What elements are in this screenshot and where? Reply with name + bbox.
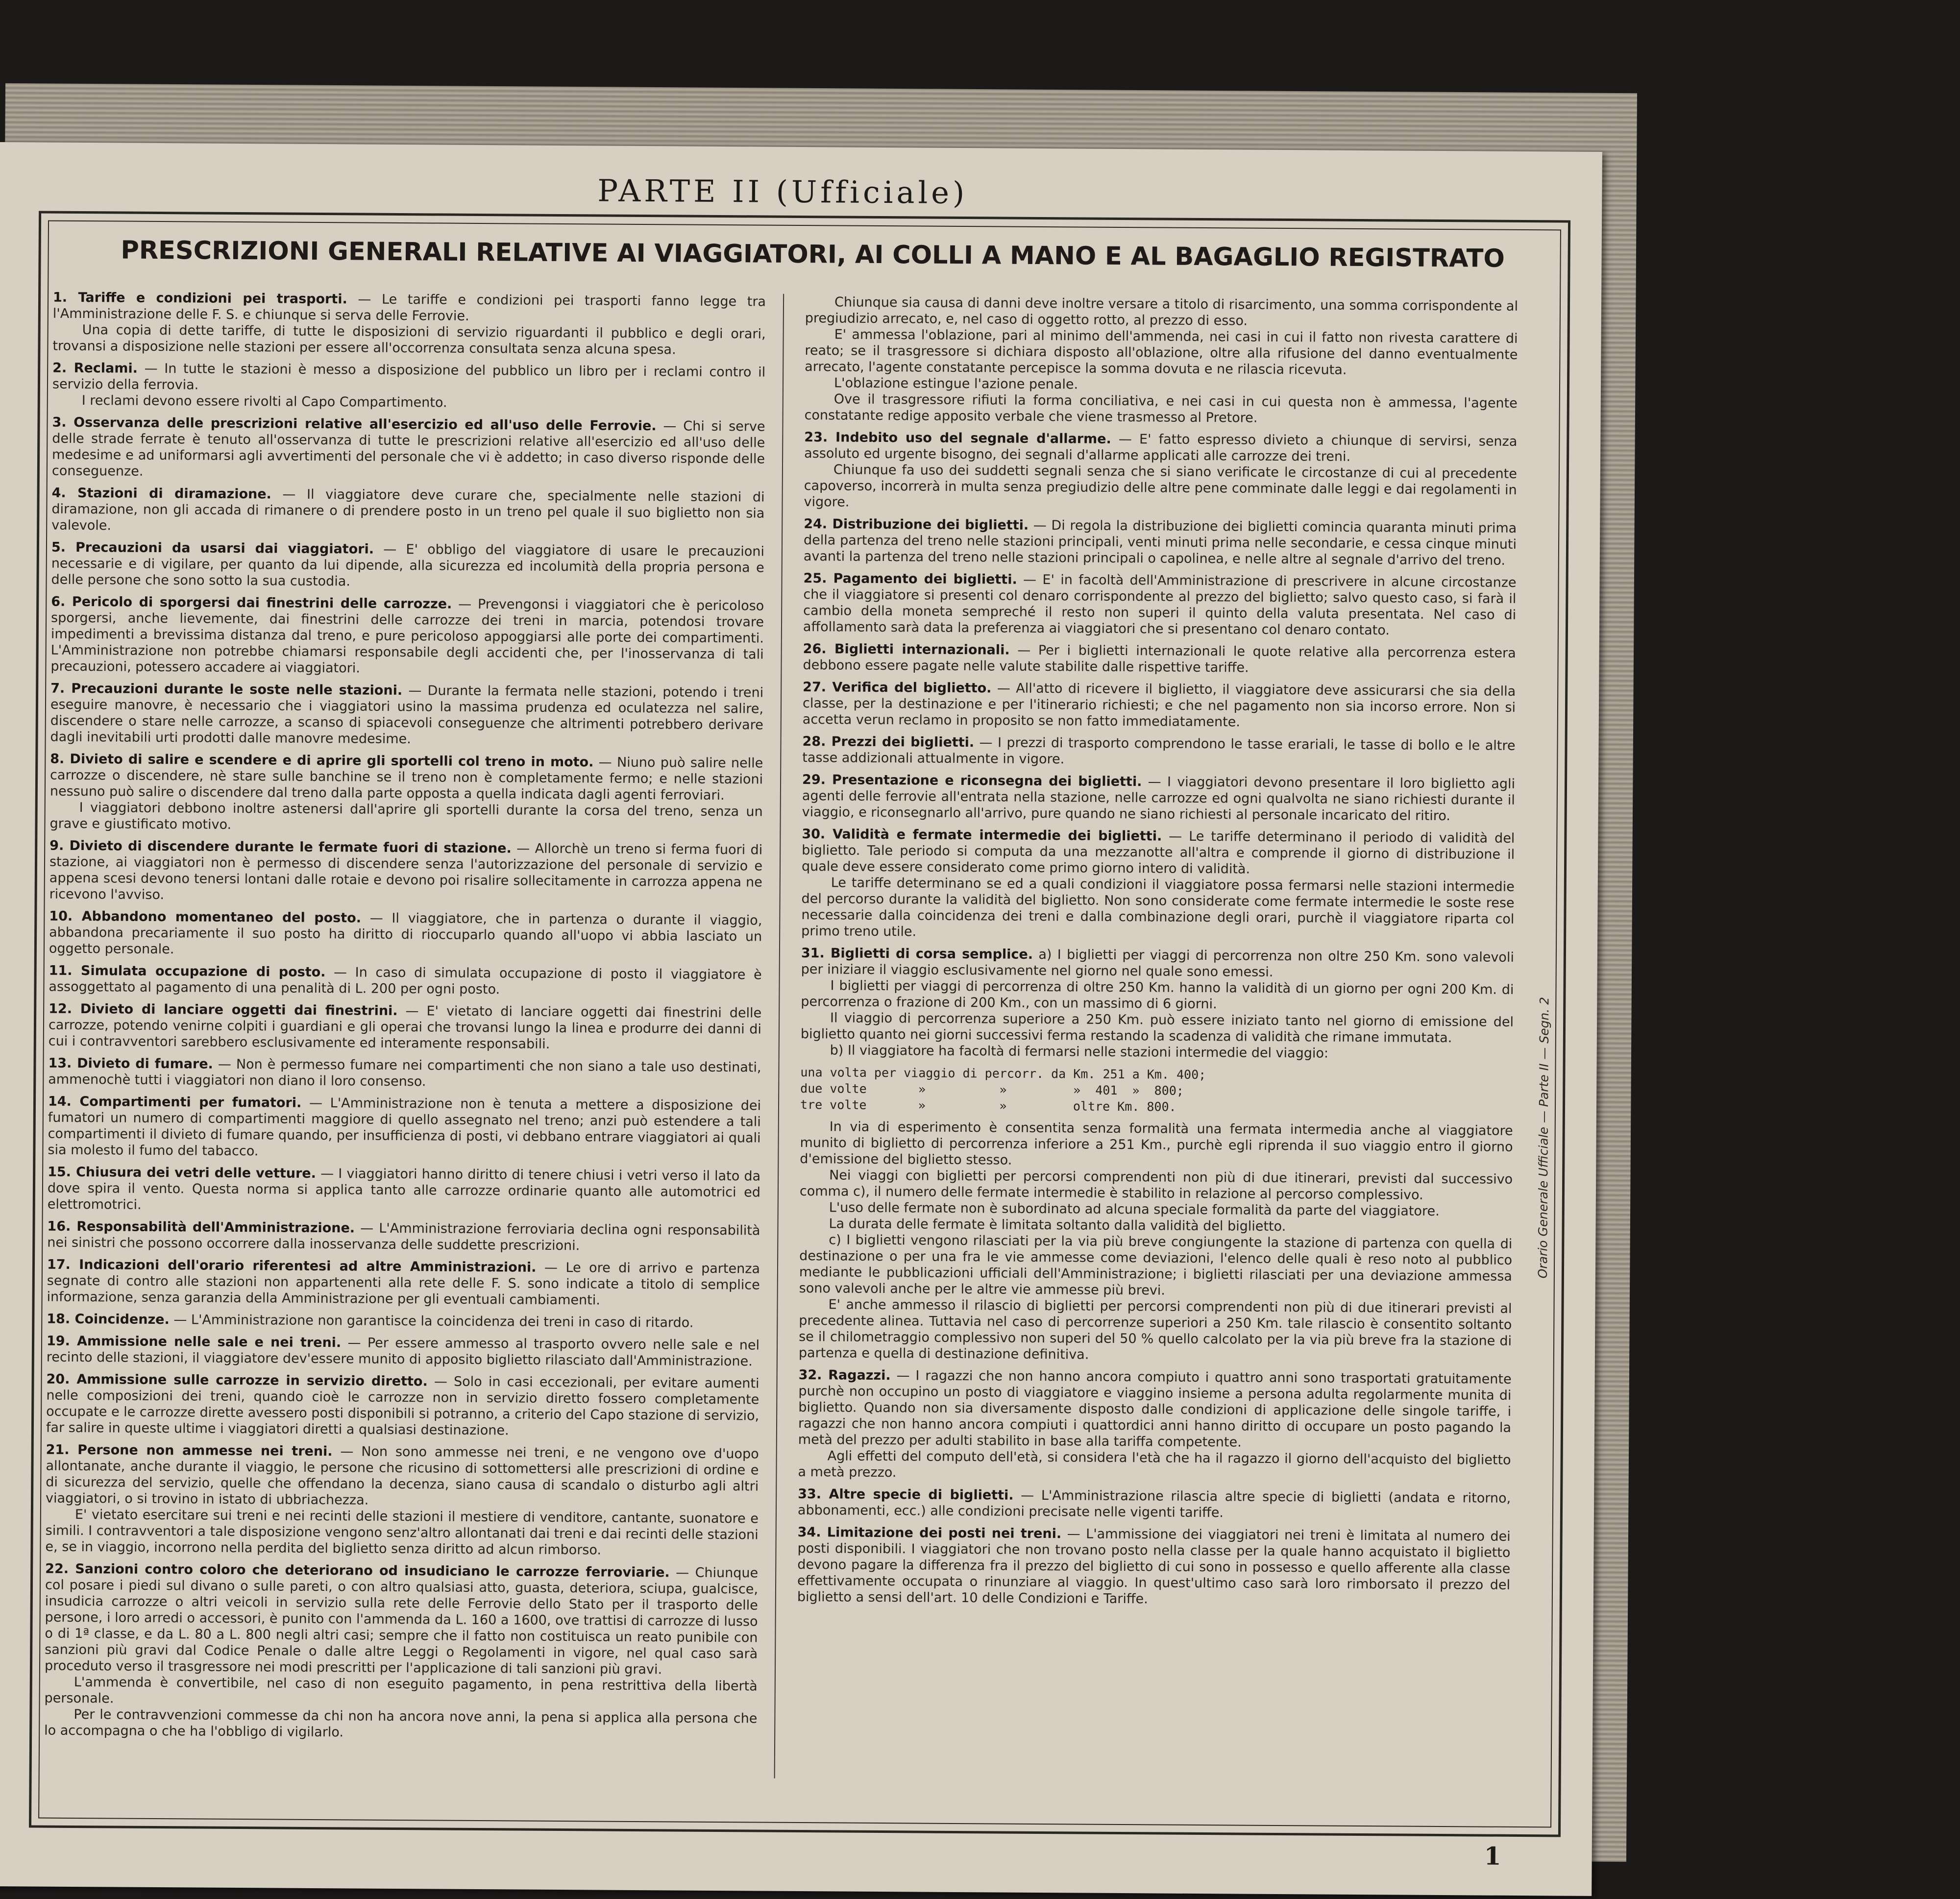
article-paragraph: — Allorchè un treno si ferma fuori di stazione, ai viaggiatori non è permesso di discendere senza l'autorizzazione del personale di servizio e appena scesi devono tenersi lontani dalle rotaie e devono poi risalire sollecitamente in carrozza appena ne ricevono l'avviso. [49,841,763,903]
article-paragraph: — Chiunque col posare i piedi sul divano o sulle pareti, o con altro qualsiasi atto, guasta, deteriora, sciupa, gualcisce, insudicia carrozze o altri veicoli in servizio sulla rete delle Ferrovie dello Stato per il trasporto delle persone, i loro arredi o accessori, è punito con l'ammenda da L. 160 a 1600, ove trattisi di carrozze di lusso o di 1ª classe, e da L. 80 a L. 800 negli altri casi; sempre che il fatto non costituisca un reato punibile con sanzioni più gravi dal Codice Penale o dalle altre Leggi o Regolamenti in vigore, nel qual caso sarà proceduto verso il trasgressore nei modi prescritti per l'applicazione di tali sanzioni più gravi. [44,1565,759,1678]
article-paragraph: — Prevengonsi i viaggiatori che è pericoloso sporgersi, anche lievemente, dai finestrini delle carrozze dei treni in marcia, potendosi trovare impedimenti a brevissima distanza dal treno, e pure pericoloso appoggiarsi alle porte dei compartimenti. L'Amministrazione non potrebbe chiamarsi responsabile degli accidenti che, per l'inosservanza di tali precauzioni, potessero accadere ai viaggiatori. [50,596,764,676]
article-paragraph: L'ammenda è convertibile, nel caso di non eseguito pagamento, in pena restrittiva della libertà personale. [44,1674,758,1706]
stop-allowance-table: una volta per viaggio di percorr. da Km. 251 a Km. 400; due volte » » » 401 » 800; tre volte » » oltre Km. 800. [800,1065,1206,1114]
article-paragraph: — Le ore di arrivo e partenza segnate di contro alle stazioni non appartenenti alla rete delle F. S. sono indicate a titolo di semplice informazione, senza garanzia della Amministrazione per gli eventuali cambiamenti. [47,1260,760,1308]
article [52,290,766,359]
article-title: 23. Indebito uso del segnale d'allarme. [804,430,1111,447]
right-column [796,294,1519,1793]
article-title: 17. Indicazioni dell'orario riferentesi ad altre Amministrazioni. [47,1257,537,1275]
article-paragraph: — Solo in casi eccezionali, per evitare aumenti nelle composizioni dei treni, quando cioè le carrozze non in servizio diretto fossero completamente occupate e le carrozze dirette avessero posti disponibili si potranno, a criterio del Capo stazione di servizio, far salire in queste ultime i viaggiatori diretti a qualsiasi destinazione. [46,1374,760,1438]
part-title: PARTE II (Ufficiale) [597,172,968,211]
article-paragraph: — Per essere ammesso al trasporto ovvero nelle sale e nel recinto delle stazioni, il viaggiatore dev'essere munito di apposito biglietto rilasciato dall'Amministrazione. [46,1335,760,1369]
article [46,1371,760,1440]
article-title: 7. Precauzioni durante le soste nelle stazioni. [50,681,403,699]
article-title: 20. Ammissione sulle carrozze in servizio diretto. [46,1371,428,1389]
article [49,838,763,907]
article [798,1367,1511,1485]
article-paragraph: Il viaggio di percorrenza superiore a 250 Km. può essere iniziato tanto nel giorno di emissione del biglietto quanto nei giorni successivi ferma restando la scadenza di validità che rimane immutata. [800,1010,1514,1046]
article-title: 1. Tariffe e condizioni pei trasporti. [52,290,347,307]
article-paragraph: — Le tariffe e condizioni pei trasporti fanno legge tra l'Amministrazione delle F. S. e chiunque si serva delle Ferrovie. [52,292,766,324]
article [48,1055,761,1092]
article-title: 14. Compartimenti per fumatori. [48,1094,302,1111]
article-title: 12. Divieto di lanciare oggetti dai finestrini. [49,1001,398,1019]
article [801,826,1515,944]
article-paragraph: — Il viaggiatore deve curare che, specialmente nelle stazioni di diramazione, non gli accada di rimanere o di prendere posto in un treno pel quale il suo biglietto non sia valevole. [51,487,765,534]
article-paragraph: I viaggiatori debbono inoltre astenersi dall'aprire gli sportelli durante la corsa del treno, senza un grave e giustificato motivo. [49,800,763,832]
article-paragraph: — Il viaggiatore, che in partenza o durante il viaggio, abbandona precariamente il suo posto ha diritto di rioccuparlo quando all'uopo vi abbia lasciato un oggetto personale. [49,910,762,957]
article-paragraph: — Di regola la distribuzione dei biglietti comincia quaranta minuti prima della partenza del treno nelle stazioni principali, venti minuti prima nelle secondarie, e cessa cinque minuti avanti la partenza del treno nelle stazioni principali o capolinea, e nelle altre al segnale d'arrivo del treno. [803,517,1517,568]
left-column [44,290,766,1788]
article-title: 15. Chiusura dei vetri delle vetture. [48,1164,317,1181]
article-title: 33. Altre specie di biglietti. [798,1486,1014,1503]
article-title: 8. Divieto di salire e scendere e di aprire gli sportelli col treno in moto. [50,751,594,770]
article-title: 34. Limitazione dei posti nei treni. [797,1524,1062,1542]
article-title: 2. Reclami. [52,360,138,376]
article-title: 18. Coincidenze. [47,1311,170,1328]
article-paragraph: Chiunque sia causa di danni deve inoltre versare a titolo di risarcimento, una somma corrispondente al pregiudizio arrecato, e, nel caso di oggetto rotto, al prezzo di esso. [805,294,1519,329]
article-paragraph: Una copia di dette tariffe, di tutte le disposizioni di servizio riguardanti il pubblico e degli orari, trovansi a disposizione nelle stazioni per essere all'occorrenza consultata senza alcuna spesa. [52,322,766,358]
article-title: 29. Presentazione e riconsegna dei biglietti. [802,772,1142,790]
article-title: 21. Persone non ammesse nei treni. [46,1442,333,1460]
article [48,1164,761,1217]
article-paragraph: E' ammessa l'oblazione, pari al minimo dell'ammenda, nei casi in cui il fatto non rivesta carattere di reato; se il trasgressore si dichiara disposto all'oblazione, oltre alla rifusione del danno eventualmente arrecato, l'agente constatante percepisce la somma dovuta e ne rilascia ricevuta. [805,327,1518,378]
article-title: 31. Biglietti di corsa semplice. [801,946,1033,962]
article [799,1119,1513,1365]
page-number: 1 [1484,1841,1501,1871]
article [798,1486,1511,1523]
article [52,360,766,413]
side-note: Orario Generale Ufficiale — Parte II — Segn. 2 [1535,997,1552,1279]
article [804,516,1517,569]
article-title: 32. Ragazzi. [798,1367,891,1384]
article-paragraph: E' anche ammesso il rilascio di biglietti per percorsi comprendenti non più di due itinerari previsti al precedente alinea. Tuttavia nel caso di percorrenze superiori a 250 Km. tale rilascio è consentito soltanto se il chilometraggio complessivo non superi del 50 % quello calcolato per la via più breve fra la stazione di partenza e quella di destinazione definitiva. [798,1297,1512,1363]
article-paragraph: a) I biglietti per viaggi di percorrenza non oltre 250 Km. sono valevoli per iniziare il viaggio esclusivamente nel giorno nel quale sono emessi. [801,947,1514,980]
article [45,1442,759,1559]
article-title: 25. Pagamento dei biglietti. [803,571,1017,587]
article-paragraph: E' vietato esercitare sui treni e nei recinti delle stazioni il mestiere di venditore, cantante, suonatore e simili. I contravventori a tale disposizione vengono senz'altro allontanati dai treni e dai recinti delle stazioni e, se in viaggio, incorrono nella perdita del biglietto senza diritto ad alcun rimborso. [45,1507,759,1558]
article-paragraph: I reclami devono essere rivolti al Capo Compartimento. [81,393,447,411]
article-paragraph: — E' in facoltà dell'Amministrazione di prescrivere in alcune circostanze che il viaggiatore si presenti col denaro corrispondente al prezzo del biglietto; salvo questo caso, si farà il cambio della moneta sempreché il resto non superi il quinto della valuta presentata. Nel caso di affollamento sarà data la preferenza ai viaggiatori che si presentano col denaro contato. [803,572,1517,638]
article-paragraph: c) I biglietti vengono rilasciati per la via più breve congiungente la stazione di partenza con quella di destinazione o per una fra le vie ammesse come deviazioni, l'elenco delle quali è reso noto al pubblico mediante le pubblicazioni ufficiali dell'Amministrazione; i biglietti rilasciati per una deviazione ammessa sono valevoli anche per le altre vie ammesse più brevi. [799,1232,1513,1298]
article-paragraph: — E' fatto espresso divieto a chiunque di servirsi, senza assoluto ed urgente bisogno, dei segnali d'allarme applicati alle carrozze dei treni. [804,431,1518,464]
article-paragraph: — Non è permesso fumare nei compartimenti che non siano a tale uso destinati, ammenochè tutti i viaggiatori non diano il loro consenso. [48,1056,761,1090]
article-paragraph: — Per i biglietti internazionali le quote relative alla percorrenza estera debbono essere pagate nelle valute stabilite dalle rispettive tariffe. [803,642,1516,676]
article [802,772,1516,825]
article-paragraph: Nei viaggi con biglietti per percorsi comprendenti non più di due itinerari, previsti dal successivo comma c), il numero delle fermate intermedie è stabilito in relazione al percorso complessivo. [799,1168,1513,1203]
article-paragraph: Chiunque fa uso dei suddetti segnali senza che si siano verificate le circostanze di cui al precedente capoverso, incorrerà in multa senza pregiudizio delle altre pene comminate dalle leggi e dai regolamenti in vigore. [804,462,1518,510]
article [49,963,761,999]
article-paragraph: — I prezzi di trasporto comprendono le tasse erariali, le tasse di bollo e le altre tasse addizionali attualmente in vigore. [802,735,1516,767]
article [50,681,763,750]
article-paragraph: — I viaggiatori devono presentare il loro biglietto agli agenti delle ferrovie all'entrata nella stazione, nelle carrozze ed ogni qualvolta ne siano richiesti durante il viaggio, e riconsegnarlo all'arrivo, pure quando ne siano richiesti al personale incaricato del ritiro. [802,774,1516,824]
article-paragraph: b) Il viaggiatore ha facoltà di fermarsi nelle stazioni intermedie del viaggio: [830,1043,1329,1061]
article-title: 9. Divieto di discendere durante le fermate fuori di stazione. [49,838,512,856]
article-paragraph: Per le contravvenzioni commesse da chi non ha ancora nove anni, la pena si applica alla persona che lo accompagna o che ha l'obbligo di vigilarlo. [44,1706,758,1740]
article-paragraph: — Le tariffe determinano il periodo di validità del biglietto. Tale periodo si computa da una mezzanotte all'altra e comprende il giorno di distribuzione il quale deve essere considerato come primo giorno intero di validità. [801,828,1515,877]
article-paragraph: — Non sono ammesse nei treni, e ne vengono ove d'uopo allontanate, anche durante il viaggio, le persone che ricusino di sottomettersi alle prescrizioni di ordine e di sicurezza del servizio, quelle che offendano la decenza, siano causa di scandalo o disturbo agli altri viaggiatori, o si trovino in istato di ubbriachezza. [45,1444,759,1508]
article-paragraph: In via di esperimento è consentita senza formalità una fermata intermedia anche al viaggiatore munito di biglietto di percorrenza inferiore a 251 Km., purchè egli riprenda il suo viaggio entro il giorno d'emissione del biglietto stesso. [800,1119,1513,1168]
article-paragraph: — L'Amministrazione rilascia altre specie di biglietti (andata e ritorno, abbonamenti, ecc.) alle condizioni precisate nelle vigenti tariffe. [797,1487,1511,1521]
article-paragraph: — E' obbligo del viaggiatore di usare le precauzioni necessarie e di vigilare, per quanto da lui dipende, alla sicurezza ed incolumità della propria persona e delle persone che sono sotto la sua custodia. [51,541,765,589]
article [52,414,765,484]
article-paragraph: — I ragazzi che non hanno ancora compiuto i quattro anni sono trasportati gratuitamente purchè non occupino un posto di viaggiatore e viaggino insieme a persona adulta regolarmente munita di biglietto. Quando non sia diversamente disposto dalle condizioni di applicazione delle singole tariffe, i ragazzi che non hanno ancora compiuti i quattordici anni hanno diritto di occupare un posto pagando la metà del prezzo per adulti stabilito in base alla tariffa competente. [798,1368,1512,1450]
document-page [0,142,1602,1896]
article-paragraph: L'oblazione estingue l'azione penale. [833,375,1078,392]
article-title: 13. Divieto di fumare. [48,1055,213,1072]
article-title: 5. Precauzioni da usarsi dai viaggiatori. [51,539,374,557]
article [48,1094,761,1163]
article [50,594,764,679]
article-paragraph: Le tariffe determinano se ed a quali condizioni il viaggiatore possa fermarsi nelle stazioni intermedie del percorso durante la validità del biglietto. Non sono considerate come fermate intermedie le soste rese necessarie dalla coincidenza dei treni e dalla combinazione degli orari, purchè il viaggiatore riparta col primo treno utile. [801,875,1515,940]
article-paragraph: — E' vietato di lanciare oggetti dai finestrini delle carrozze, potendo venirne colpiti i guardiani e gli operai che trovansi lungo la linea e produrre dei danni di cui i contravventori sarebbero esclusivamente ed interamente responsabili. [48,1003,762,1052]
article-paragraph: La durata delle fermate è limitata soltanto dalla validità del biglietto. [829,1216,1286,1235]
article [51,485,765,538]
article-paragraph: — In tutte le stazioni è messo a disposizione del pubblico un libro per i reclami contro il servizio della ferrovia. [52,361,766,393]
article-paragraph: — L'Amministrazione non garantisce la coincidenza dei treni in caso di ritardo. [173,1312,694,1331]
article [803,679,1516,732]
article-paragraph: — L'Amministrazione non è tenuta a mettere a disposizione dei fumatori un numero di compartimenti maggiore di quello assegnato nel treno; anzi può estendere a tali compartimenti il divieto di fumare quando, per insufficienza di posti, vi debbano entrare viaggiatori ai quali sia molesto il fumo del tabacco. [48,1095,761,1159]
article-paragraph: Agli effetti del computo dell'età, si considera l'età che ha il ragazzo il giorno dell'acquisto del biglietto a metà prezzo. [798,1448,1511,1481]
article-title: 24. Distribuzione dei biglietti. [804,516,1029,533]
article-paragraph: — Chi si serve delle strade ferrate è tenuto all'osservanza di tutte le prescrizioni relative all'esercizio ed all'uso delle medesime e ad uniformarsi agli avvertimenti del personale che vi è addetto; in caso diverso risponde delle conseguenze. [51,418,765,479]
article-title: 27. Verifica del biglietto. [803,680,992,696]
article [805,294,1519,428]
article-paragraph: — Niuno può salire nelle carrozze o discendere, nè stare sulle banchine se il treno non è completamente fermo; e nelle stazioni nessuno può salire o discendere dal treno dalla parte opposta a quella indicata dagli agenti ferroviari. [49,755,763,803]
article [803,641,1516,678]
article [47,1257,760,1310]
article-title: 4. Stazioni di diramazione. [51,485,271,502]
article-paragraph: L'uso delle fermate non è subordinato ad alcuna speciale formalità da parte del viaggiatore. [829,1200,1440,1219]
article [797,1524,1511,1609]
article-title: 28. Prezzi dei biglietti. [802,734,975,751]
article-title: 22. Sanzioni contro coloro che deteriorano od insudiciano le carrozze ferroviarie. [45,1561,670,1581]
article-paragraph: — I viaggiatori hanno diritto di tenere chiusi i vetri verso il lato da dove spira il vento. Questa norma si applica tanto alle carrozze ordinarie quanto alle automotrici ed elettromotrici. [47,1166,761,1213]
article-title: 19. Ammissione nelle sale e nei treni. [46,1333,342,1351]
article-paragraph: — In caso di simulata occupazione di posto il viaggiatore è assoggettato al pagamento di una penalità di L. 200 per ogni posto. [49,965,762,998]
article [49,1001,762,1054]
article [802,733,1515,770]
article-paragraph: — All'atto di ricevere il biglietto, il viaggiatore deve assicurarsi che sia della classe, per la destinazione e per l'itinerario richiesti; e che nel pagamento non sia incorso errore. Non si accetta verun reclamo in proposito se non fatto immediatamente. [802,681,1516,730]
article [49,751,763,836]
article-title: 11. Simulata occupazione di posto. [49,963,326,980]
article [47,1333,760,1370]
article-title: 6. Pericolo di sporgersi dai finestrini delle carrozze. [51,594,452,612]
main-heading: PRESCRIZIONI GENERALI RELATIVE AI VIAGGIATORI, AI COLLI A MANO E AL BAGAGLIO REGISTRATO [121,236,1505,273]
article-paragraph: — L'Amministrazione ferroviaria declina ogni responsabilità nei sinistri che possono occorrere dalla inosservanza delle suddette prescrizioni. [47,1220,760,1254]
article [49,908,762,961]
article [47,1311,760,1332]
article-paragraph: — Durante la fermata nelle stazioni, potendo i treni eseguire manovre, è necessario che i viaggiatori usino la massima prudenza ed oculatezza nel salire, discendere o stare nelle carrozze, a scanso di spiacevoli conseguenze che altrimenti potrebbero derivare dagli inevitabili urti prodotti dalle manovre medesime. [50,683,764,747]
article-title: 30. Validità e fermate intermedie dei biglietti. [802,827,1162,844]
article [804,429,1517,514]
article [44,1561,758,1743]
article-paragraph: Ove il trasgressore rifiuti la forma conciliativa, e nei casi in cui questa non è ammessa, l'agente constatante redige apposito verbale che viene trasmesso al Pretore. [804,391,1518,426]
article [803,570,1517,639]
article-title: 3. Osservanza delle prescrizioni relative all'esercizio ed all'uso delle Ferrovie. [52,414,657,434]
article [800,1064,1514,1117]
article [801,945,1514,1063]
article [51,539,764,592]
article [47,1218,760,1255]
article-title: 10. Abbandono momentaneo del posto. [49,908,362,926]
article-title: 26. Biglietti internazionali. [803,641,1010,658]
article-paragraph: I biglietti per viaggi di percorrenza di oltre 250 Km. hanno la validità di un giorno per ogni 200 Km. di percorrenza o frazione di 200 Km., con un massimo di 6 giorni. [801,978,1514,1012]
article-paragraph: — L'ammissione dei viaggiatori nei treni è limitata al numero dei posti disponibili. I viaggiatori che non trovano posto nella classe per la quale hanno acquistato il biglietto devono pagare la differenza fra il prezzo del biglietto di cui sono in possesso e quello afferente alla classe effettivamente occupata o rinunziare al viaggio. In quest'ultimo caso sarà loro rimborsato il prezzo del biglietto a sensi dell'art. 10 delle Condizioni e Tariffe. [797,1526,1511,1607]
article-title: 16. Responsabilità dell'Amministrazione. [47,1218,355,1236]
